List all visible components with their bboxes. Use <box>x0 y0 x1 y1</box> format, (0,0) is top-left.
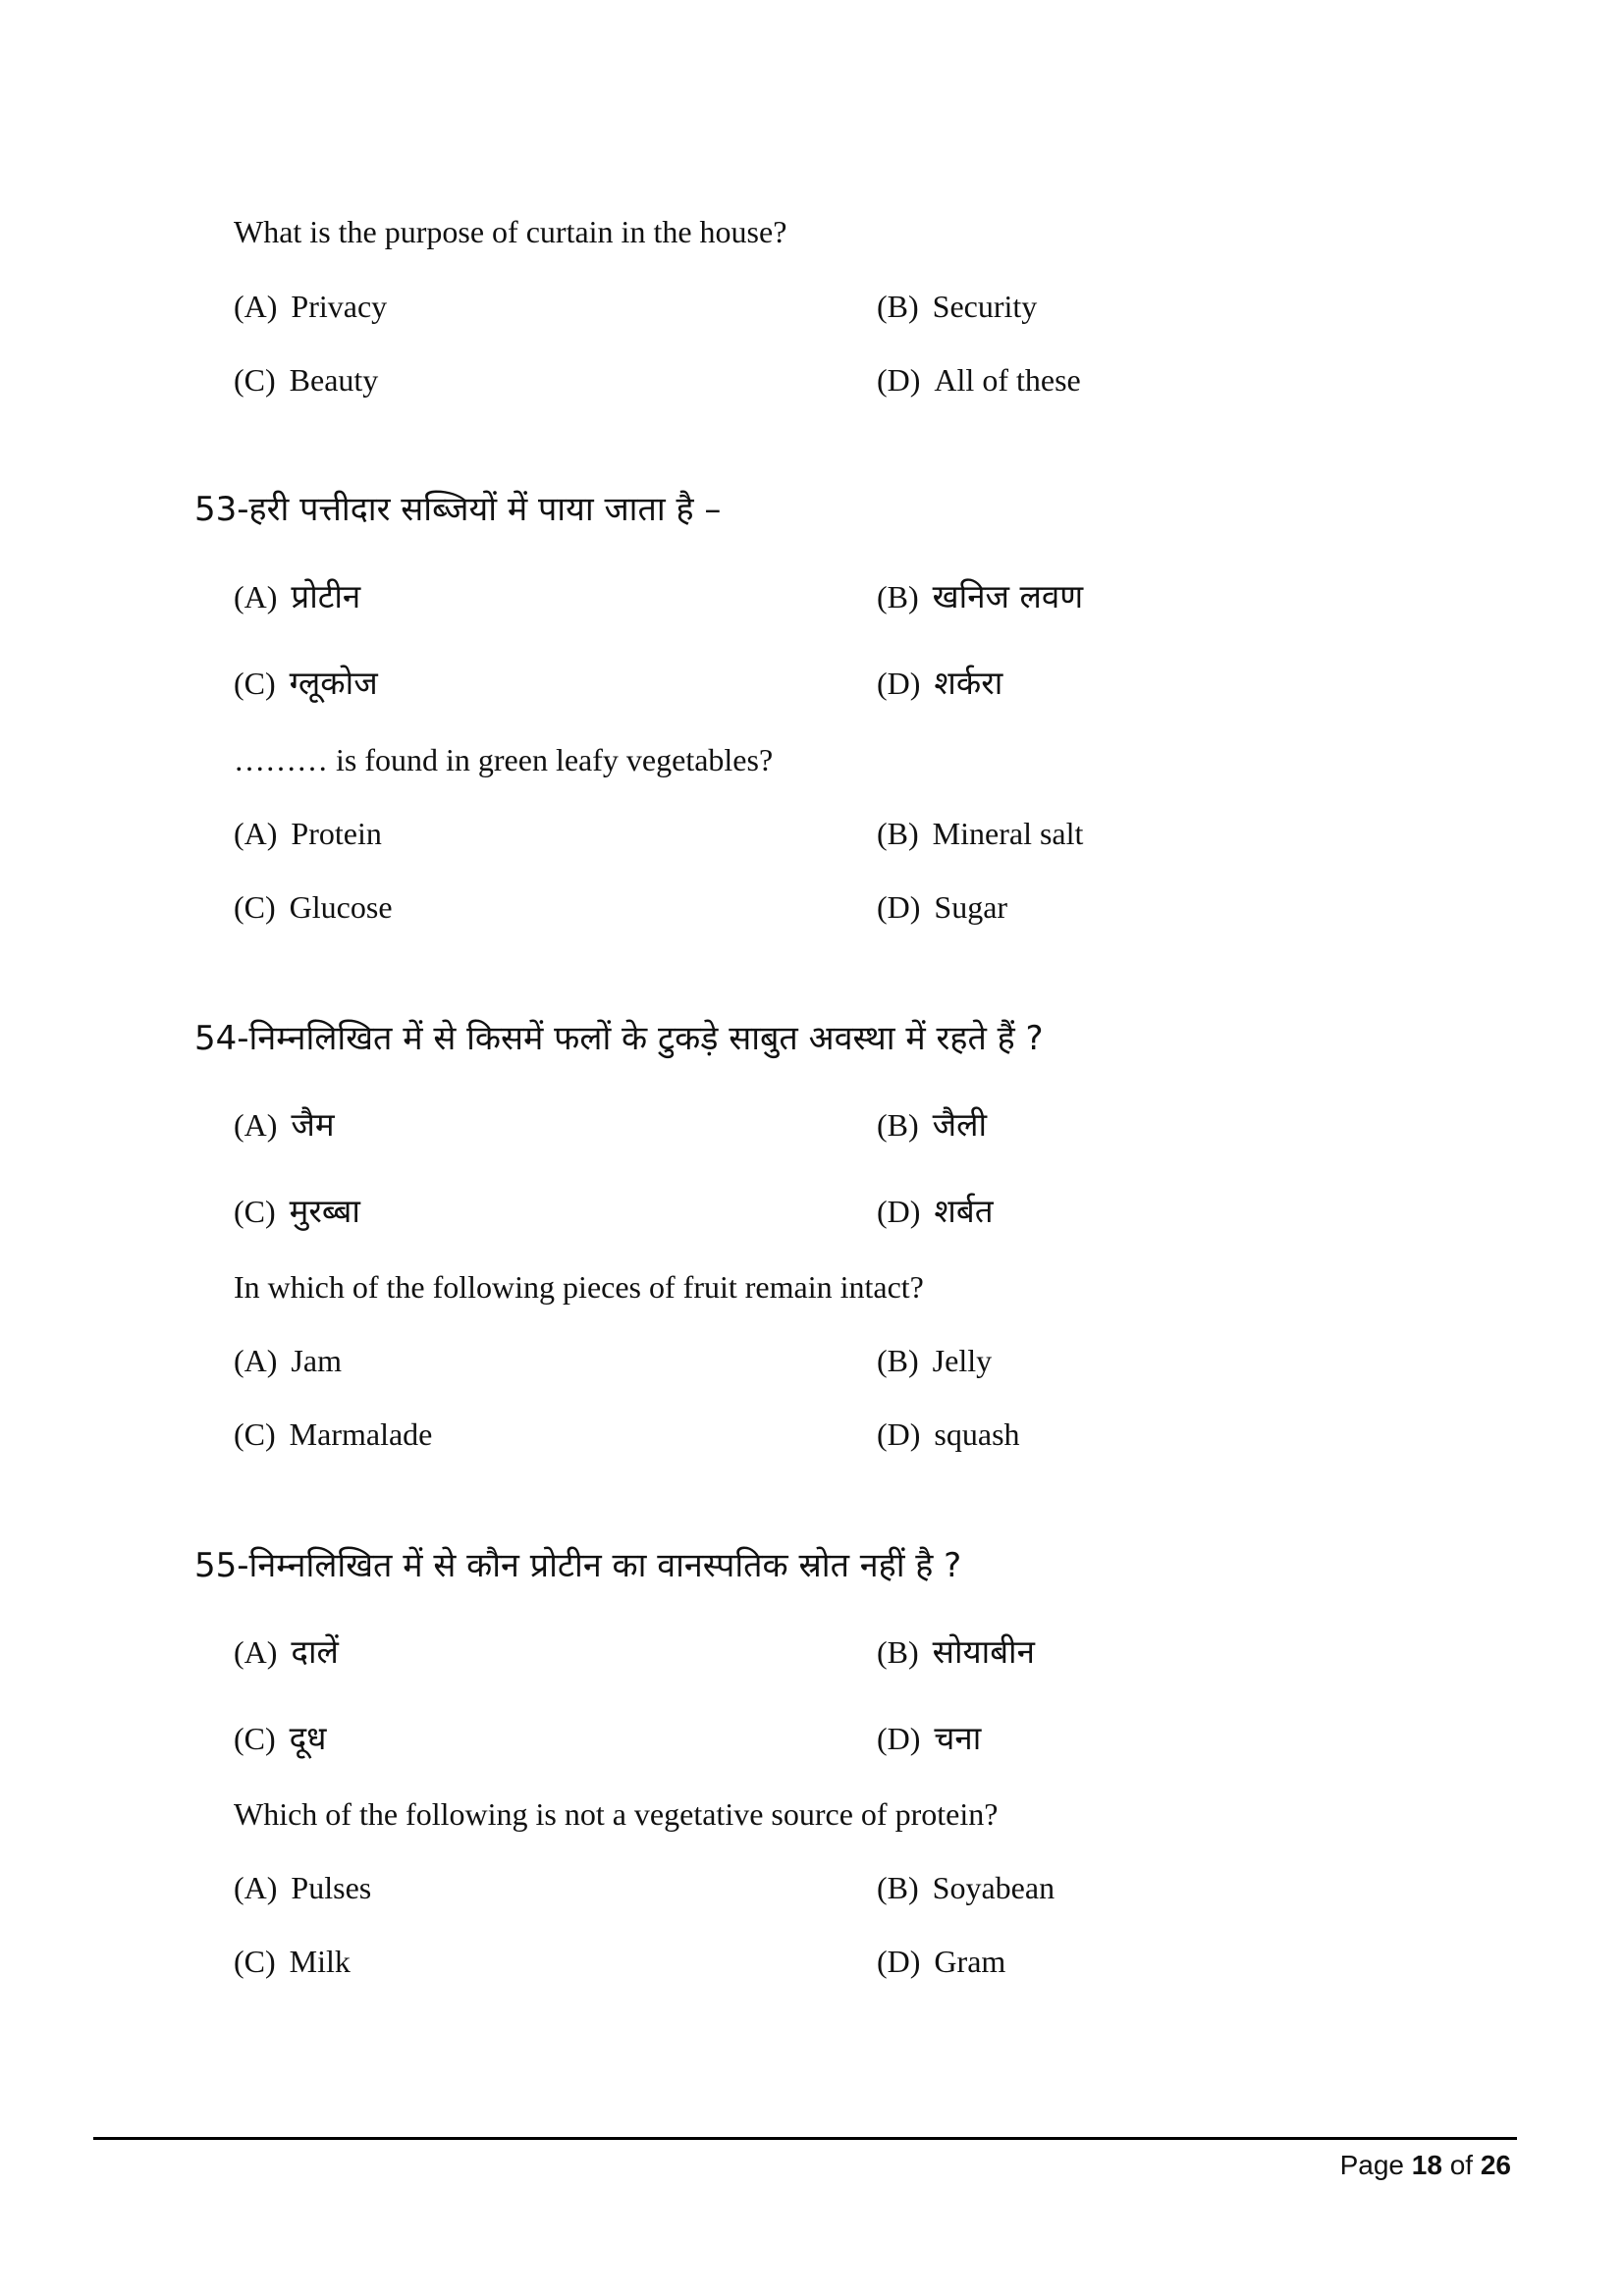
option-text: Sugar <box>934 889 1008 925</box>
q55-en-option-a <box>234 1870 371 1906</box>
q54-hi-option-d <box>877 1188 994 1232</box>
option-label: (D) <box>877 1944 921 1979</box>
option-text: चना <box>934 1719 982 1757</box>
option-label: (D) <box>877 889 921 925</box>
q53-en-question: ……… is found in green leafy vegetables? <box>234 742 774 777</box>
option-label: (C) <box>234 1721 276 1756</box>
option-label: (A) <box>234 579 278 614</box>
option-text: squash <box>934 1416 1020 1452</box>
q55-en-option-c <box>234 1944 351 1980</box>
option-label: (B) <box>877 1870 919 1905</box>
option-label: (C) <box>234 1416 276 1452</box>
option-text: Jelly <box>932 1343 993 1378</box>
q55-hi-option-c <box>234 1715 326 1759</box>
q55-hi-option-d <box>877 1715 981 1759</box>
option-text: शर्करा <box>934 664 1003 702</box>
q52-en-option-c <box>234 362 378 399</box>
page-word: Page <box>1339 2150 1404 2180</box>
q55-en-option-b <box>877 1870 1055 1906</box>
option-text: Soyabean <box>932 1870 1056 1905</box>
option-label: (A) <box>234 1870 278 1905</box>
option-text: प्रोटीन <box>291 577 361 615</box>
q53-hi-option-d <box>877 660 1002 704</box>
option-label: (A) <box>234 1343 278 1378</box>
option-label: (C) <box>234 362 276 398</box>
option-text: All of these <box>934 362 1081 398</box>
current-page: 18 <box>1411 2150 1442 2180</box>
q54-en-option-d <box>877 1416 1020 1453</box>
q53-hi-question: 53-हरी पत्तीदार सब्जियों में पाया जाता है – <box>194 490 722 529</box>
option-text: मुरब्बा <box>289 1192 360 1230</box>
option-text: शर्बत <box>934 1192 994 1230</box>
option-text: Protein <box>291 816 382 851</box>
option-label: (A) <box>234 289 278 324</box>
option-text: दूध <box>289 1719 327 1757</box>
option-label: (B) <box>877 816 919 851</box>
option-label: (D) <box>877 1194 921 1229</box>
option-text: Beauty <box>289 362 379 398</box>
option-label: (C) <box>234 889 276 925</box>
q53-en-option-c <box>234 889 393 926</box>
option-label: (A) <box>234 1634 278 1670</box>
q53-hi-option-c <box>234 660 378 704</box>
q52-en-option-d <box>877 362 1081 399</box>
q55-hi-option-a <box>234 1629 339 1673</box>
option-label: (A) <box>234 1107 278 1143</box>
option-label: (C) <box>234 1194 276 1229</box>
option-text: Gram <box>934 1944 1006 1979</box>
option-label: (C) <box>234 1944 276 1979</box>
q55-en-option-d <box>877 1944 1005 1980</box>
option-label: (B) <box>877 289 919 324</box>
option-label: (B) <box>877 1343 919 1378</box>
q54-en-question: In which of the following pieces of fruit remain intact? <box>234 1269 924 1305</box>
option-text: Pulses <box>291 1870 372 1905</box>
q55-hi-option-b <box>877 1629 1035 1673</box>
option-label: (D) <box>877 1416 921 1452</box>
option-label: (D) <box>877 362 921 398</box>
option-text: Milk <box>289 1944 351 1979</box>
option-label: (B) <box>877 579 919 614</box>
option-label: (B) <box>877 1634 919 1670</box>
option-text: ग्लूकोज <box>289 664 378 702</box>
q53-en-option-d <box>877 889 1007 926</box>
option-text: खनिज लवण <box>932 577 1084 615</box>
q53-en-option-b <box>877 816 1083 852</box>
q54-hi-option-c <box>234 1188 360 1232</box>
q54-en-option-b <box>877 1343 992 1379</box>
q54-hi-option-b <box>877 1101 987 1146</box>
option-text: Privacy <box>291 289 388 324</box>
q55-en-question: Which of the following is not a vegetative source of protein? <box>234 1796 999 1832</box>
total-pages: 26 <box>1480 2150 1511 2180</box>
option-text: दालें <box>291 1632 339 1671</box>
q53-hi-option-a <box>234 573 360 617</box>
q53-en-option-a <box>234 816 382 852</box>
option-text: जैम <box>291 1105 335 1144</box>
q52-en-question: What is the purpose of curtain in the house? <box>234 214 787 249</box>
option-label: (D) <box>877 1721 921 1756</box>
q55-hi-question: 55-निम्नलिखित में से कौन प्रोटीन का वानस्पतिक स्रोत नहीं है ? <box>194 1546 962 1585</box>
option-text: Jam <box>291 1343 342 1378</box>
option-text: Security <box>932 289 1038 324</box>
q53-hi-option-b <box>877 573 1083 617</box>
option-text: सोयाबीन <box>932 1632 1035 1671</box>
of-word: of <box>1449 2150 1474 2180</box>
q54-en-option-c <box>234 1416 432 1453</box>
option-text: जैली <box>932 1105 988 1144</box>
option-label: (B) <box>877 1107 919 1143</box>
option-text: Mineral salt <box>932 816 1084 851</box>
option-text: Glucose <box>289 889 393 925</box>
q54-hi-question: 54-निम्नलिखित में से किसमें फलों के टुकड़े साबुत अवस्था में रहते हैं ? <box>194 1019 1044 1058</box>
q52-en-option-b <box>877 289 1037 325</box>
page-number <box>1340 2150 1511 2181</box>
option-label: (A) <box>234 816 278 851</box>
option-label: (C) <box>234 666 276 701</box>
option-text: Marmalade <box>289 1416 433 1452</box>
footer-divider <box>93 2137 1517 2140</box>
q54-hi-option-a <box>234 1101 335 1146</box>
option-label: (D) <box>877 666 921 701</box>
q54-en-option-a <box>234 1343 342 1379</box>
q52-en-option-a <box>234 289 387 325</box>
